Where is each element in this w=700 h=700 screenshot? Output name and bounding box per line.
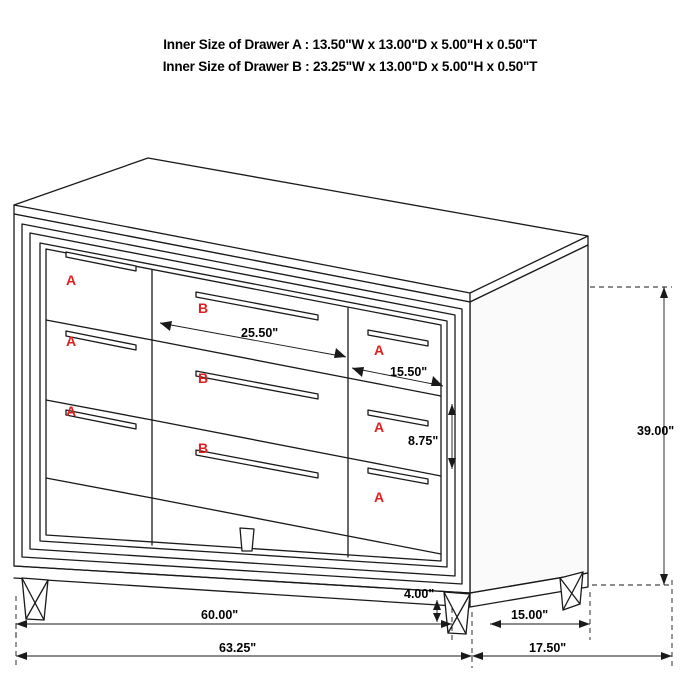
drawer-label-a6: A: [374, 489, 385, 505]
dimension-overall-width: 63.25": [219, 641, 257, 655]
dimension-drawer-b-width: 25.50": [241, 326, 279, 340]
dimension-front-width: 60.00": [201, 608, 239, 622]
drawer-label-b3: B: [198, 440, 209, 456]
drawer-label-b2: B: [198, 370, 209, 386]
drawer-label-a4: A: [374, 342, 385, 358]
dimension-drawer-height: 8.75": [408, 434, 439, 448]
drawer-label-a1: A: [66, 272, 77, 288]
drawer-label-a2: A: [66, 333, 77, 349]
dimension-overall-depth: 17.50": [529, 641, 567, 655]
dimension-side-depth: 15.00": [511, 608, 549, 622]
header-line-2: Inner Size of Drawer B : 23.25"W x 13.00"D x 5.00"H x 0.50"T: [162, 59, 538, 74]
dimension-leg-height: 4.00": [404, 587, 435, 601]
drawer-label-a3: A: [66, 403, 77, 419]
drawer-label-b1: B: [198, 300, 209, 316]
header-line-1: Inner Size of Drawer A : 13.50"W x 13.00"D x 5.00"H x 0.50"T: [163, 37, 537, 52]
drawer-label-a5: A: [374, 419, 385, 435]
dimension-drawer-a-width: 15.50": [390, 365, 428, 379]
dimension-total-height: 39.00": [637, 424, 675, 438]
